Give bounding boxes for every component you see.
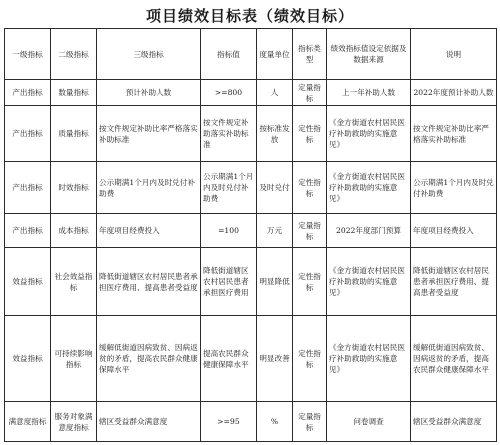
cell-value: 降低街道辖区农村居民患者承担医疗费用 [201,248,257,316]
cell-level1: 效益指标 [5,316,51,402]
cell-notes: 年度项目经费投入 [411,214,497,248]
cell-type: 定量指标 [293,402,327,442]
cell-type: 定性指标 [293,106,327,162]
header-indicator-type: 指标类型 [293,29,327,80]
cell-basis: 《金方街道农村居民医疗补助救助的实施意见》 [327,106,411,162]
header-notes: 说明 [411,29,497,80]
cell-value: 按文件规定补助落实补助标准 [201,106,257,162]
cell-level1: 产出指标 [5,106,51,162]
performance-target-table [4,28,497,442]
header-level1: 一级指标 [5,29,51,80]
cell-level3: 年度项目经费投入 [97,214,201,248]
cell-level1: 效益指标 [5,248,51,316]
cell-unit: 万元 [257,214,293,248]
cell-value: >=95 [201,402,257,442]
cell-level2: 数量指标 [51,80,97,106]
cell-unit: % [257,402,293,442]
cell-level3: 预计补助人数 [97,80,201,106]
table-header-row [5,29,497,80]
cell-value: =100 [201,214,257,248]
cell-level2: 可持续影响指标 [51,316,97,402]
cell-level3: 降低街道辖区农村居民患者承担医疗费用、提高患者受益度 [97,248,201,316]
cell-basis: 《金方街道农村居民医疗补助救助的实施意见》 [327,316,411,402]
cell-notes: 辖区受益群众满意度 [411,402,497,442]
cell-type: 定量指标 [293,80,327,106]
header-indicator-value: 指标值 [201,29,257,80]
cell-type: 定性指标 [293,162,327,214]
cell-level1: 产出指标 [5,214,51,248]
cell-notes: 按文件规定补助比率严格落实补助标准 [411,106,497,162]
cell-notes: 2022年度预计补助人数 [411,80,497,106]
table-row [5,162,497,214]
cell-unit: 明显改善 [257,316,293,402]
cell-notes: 缓解低街道因病致贫、因病返贫的矛盾，提高农民群众健康保障水平 [411,316,497,402]
table-row [5,80,497,106]
cell-basis: 上一年补助人数 [327,80,411,106]
table-row [5,402,497,442]
cell-level3: 公示期满1个月内及时兑付补助费 [97,162,201,214]
header-level3: 三级指标 [97,29,201,80]
cell-level2: 时效指标 [51,162,97,214]
cell-level2: 成本指标 [51,214,97,248]
table-row [5,214,497,248]
cell-level1: 满意度指标 [5,402,51,442]
cell-notes: 公示期满1个月内及时兑付补助费 [411,162,497,214]
page-title: 项目绩效目标表（绩效目标） [145,7,354,25]
cell-level2: 质量指标 [51,106,97,162]
cell-unit: 及时兑付 [257,162,293,214]
header-basis-source: 绩效指标值设定依据及数据来源 [327,29,411,80]
cell-notes: 降低街道辖区农村居民患者承担医疗费用、提高患者受益度 [411,248,497,316]
header-level2: 二级指标 [51,29,97,80]
cell-basis: 问卷调查 [327,402,411,442]
cell-level2: 服务对象满意度指标 [51,402,97,442]
cell-level1: 产出指标 [5,80,51,106]
cell-unit: 人 [257,80,293,106]
cell-level2: 社会效益指标 [51,248,97,316]
cell-unit: 按标准发放 [257,106,293,162]
cell-level3: 按文件规定补助比率严格落实补助标准 [97,106,201,162]
cell-level1: 产出指标 [5,162,51,214]
cell-value: >=800 [201,80,257,106]
table-row [5,316,497,402]
cell-value: 提高农民群众健康保障水平 [201,316,257,402]
cell-level3: 辖区受益群众满意度 [97,402,201,442]
cell-basis: 《金方街道农村居民医疗补助救助的实施意见》 [327,248,411,316]
cell-basis: 《金方街道农村居民医疗补助救助的实施意见》 [327,162,411,214]
cell-type: 定量指标 [293,214,327,248]
header-unit: 度量单位 [257,29,293,80]
cell-unit: 明显降低 [257,248,293,316]
table-row [5,106,497,162]
cell-type: 定性指标 [293,316,327,402]
cell-level3: 缓解低街道因病致贫、因病返贫的矛盾，提高农民群众健康保障水平 [97,316,201,402]
cell-basis: 2022年度部门预算 [327,214,411,248]
cell-type: 定性指标 [293,248,327,316]
table-row [5,248,497,316]
cell-value: 公示期满1个月内及时兑付补助费 [201,162,257,214]
